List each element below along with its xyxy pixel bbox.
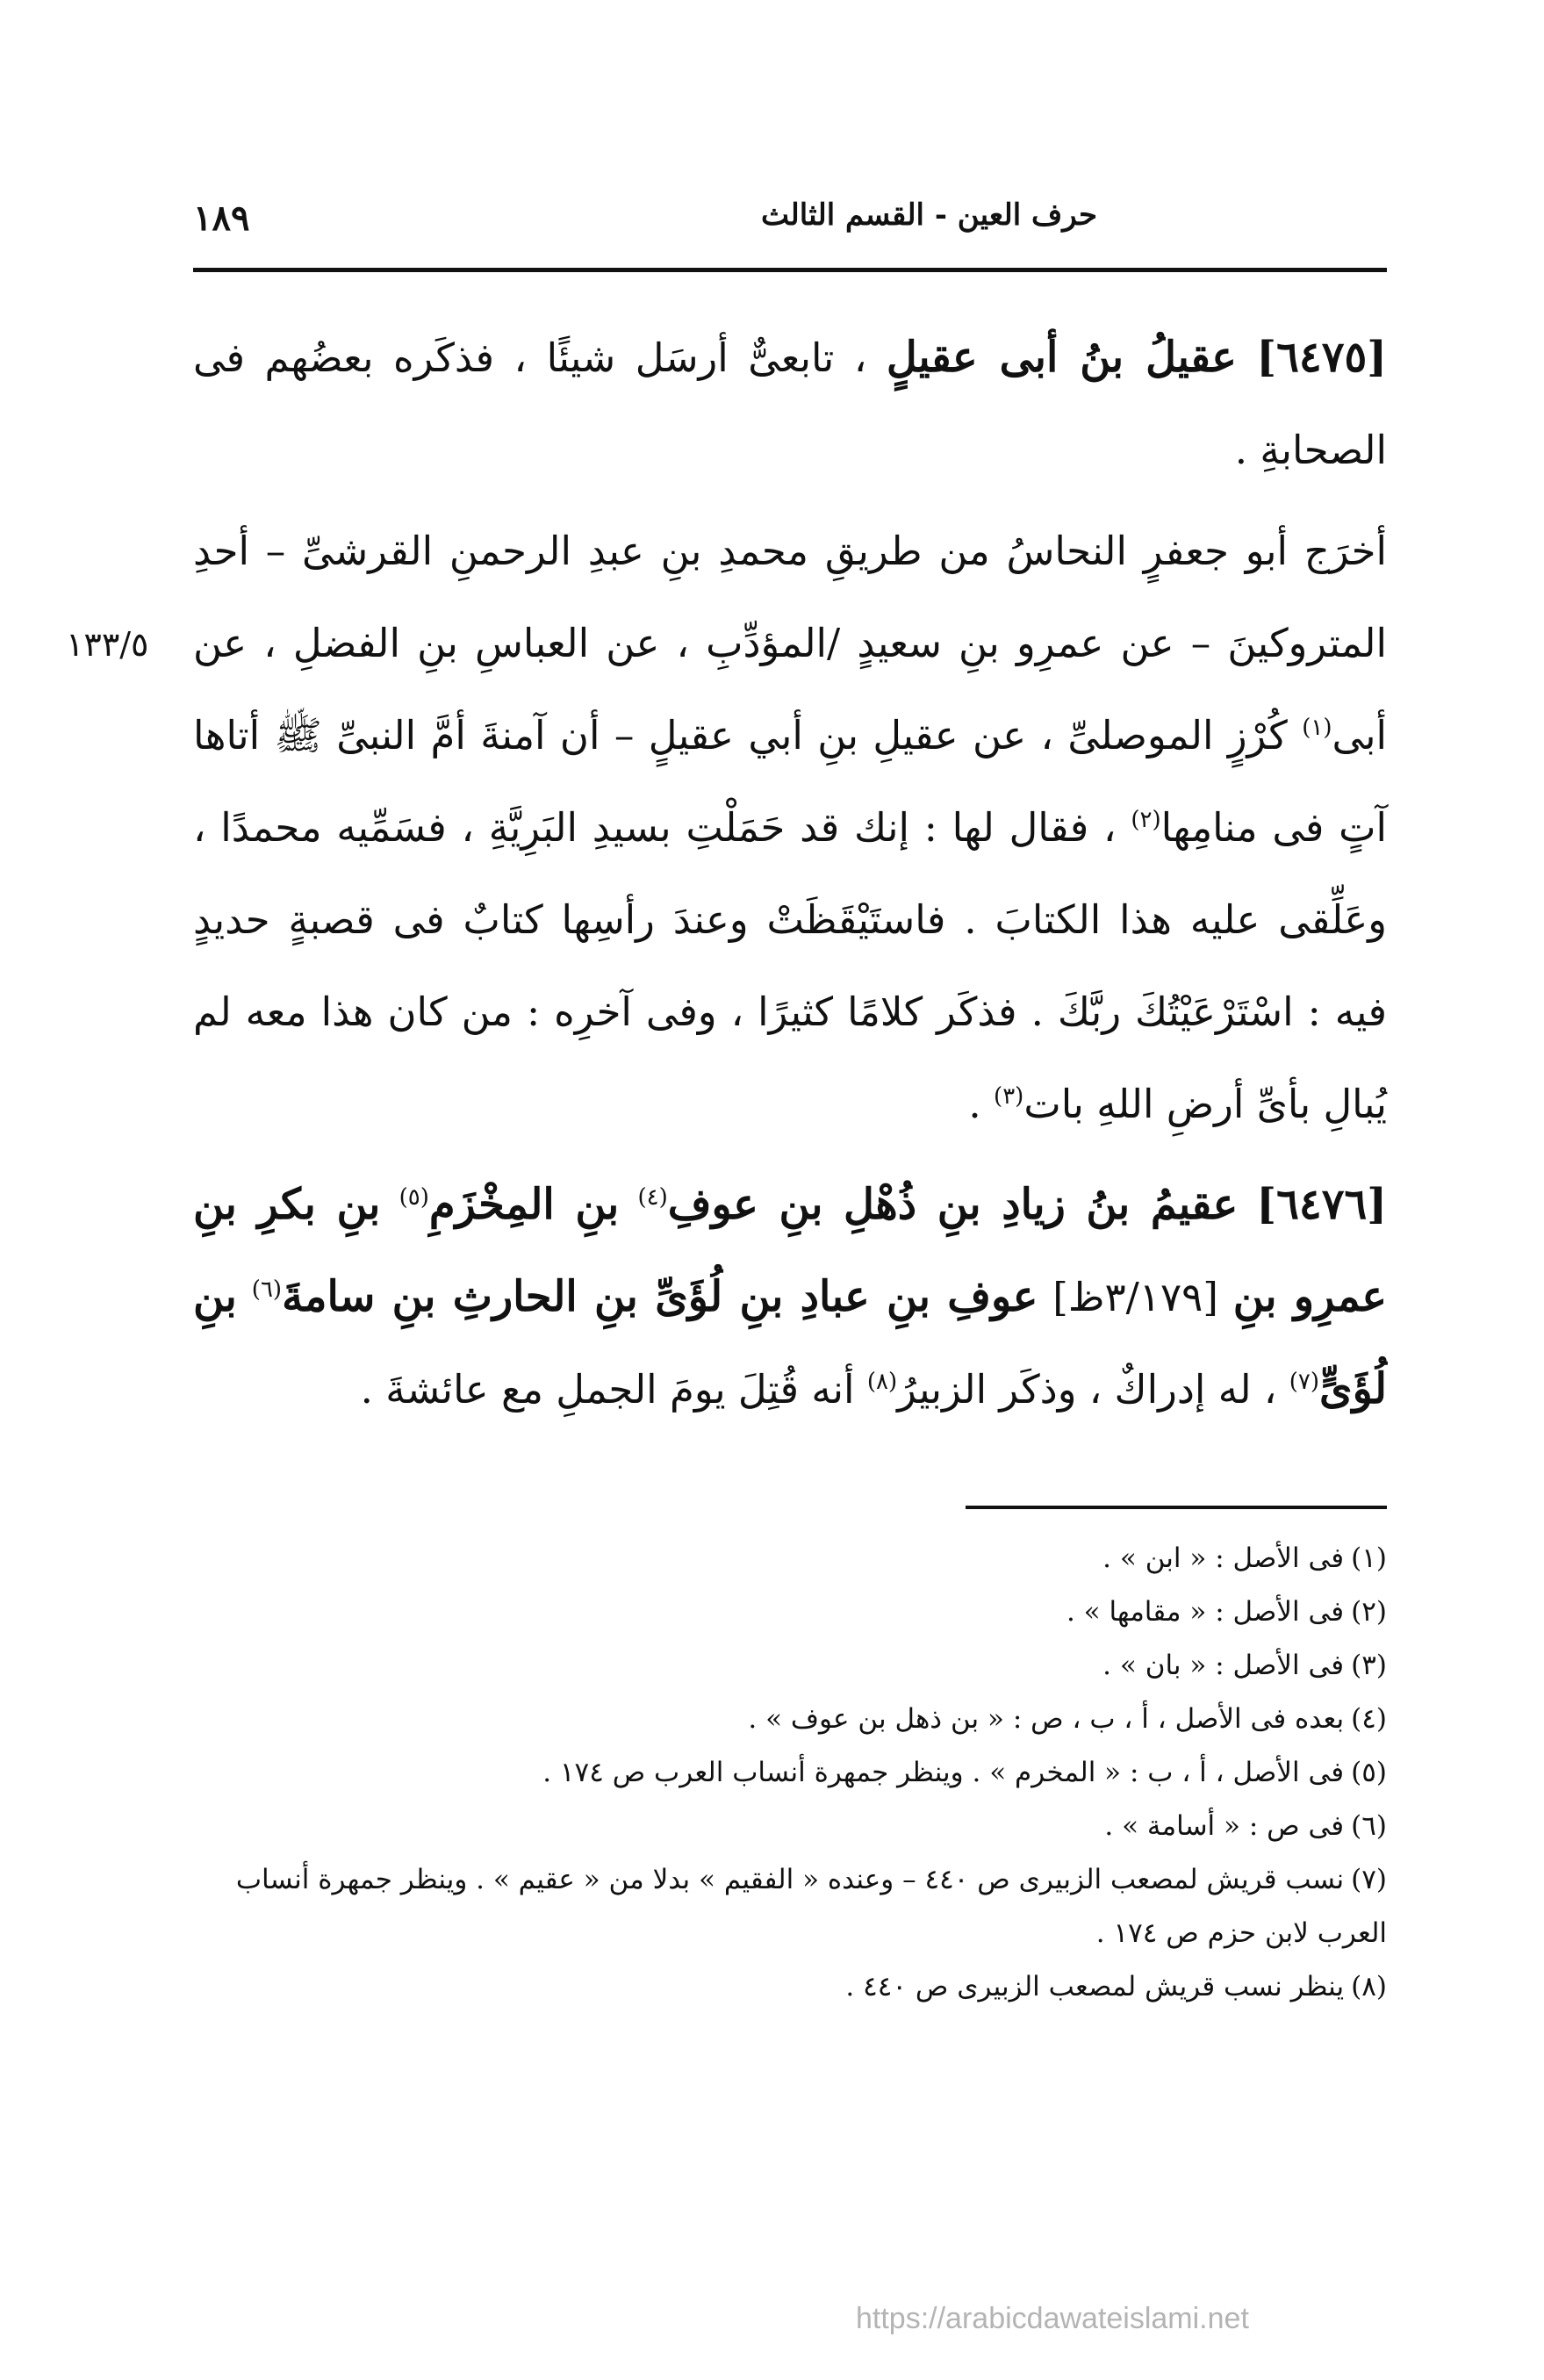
footnote: [193, 1532, 1387, 1585]
footnote-ref-6: (٦): [251, 1276, 283, 1303]
running-title: حرف العين - القسم الثالث: [761, 198, 1097, 233]
page-number: ١٨٩: [193, 198, 250, 239]
entry-name-b: بنِ المِخْزَمِ: [428, 1180, 620, 1229]
footnote-text: فى الأصل : « مقامها » .: [1066, 1596, 1345, 1628]
footnote: [193, 1800, 1387, 1853]
footnote-ref-8: (٨): [866, 1369, 898, 1395]
footnote-number: (٤): [1351, 1703, 1387, 1735]
footnote: [193, 1746, 1387, 1800]
footnote-ref-4: (٤): [637, 1184, 668, 1211]
entry-text-a: ، له إدراكٌ ، وذكَر الزبيرُ: [897, 1366, 1277, 1413]
entry-name: عقيلُ بنُ أبى عقيلٍ: [886, 333, 1237, 382]
margin-reference: ١٣٣/٥: [66, 625, 149, 664]
footnote-number: (٥): [1351, 1757, 1387, 1788]
footnote-text: ينظر نسب قريش لمصعب الزبيرى ص ٤٤٠ .: [845, 1971, 1345, 2003]
entry-number: [٦٤٧٦]: [1256, 1180, 1387, 1229]
entry-name-c: بنِ بكرِ بنِ عمرِو بنِ: [193, 1180, 1387, 1321]
footnotes: [193, 1532, 1387, 2014]
paragraph-text-1: أخرَج أبو جعفرٍ النحاسُ من طريقِ محمدِ بنِ عبدِ الرحمنِ القرشىِّ – أحدِ المتروكينَ – عن عمرِو بنِ سعيدٍ /المؤدِّبِ ، عن العباسِ بنِ الفضلِ ، عن أبى: [193, 528, 1388, 759]
footnote: [193, 1960, 1387, 2014]
entry-6476: [193, 1159, 1387, 1435]
footnote-ref-2: (٢): [1131, 807, 1161, 833]
footnote-ref-3: (٣): [994, 1083, 1024, 1110]
footnote-text: فى ص : « أسامة » .: [1104, 1810, 1345, 1842]
footnote-text: فى الأصل : « ابن » .: [1102, 1542, 1345, 1574]
footnote-text: بعده فى الأصل ، أ ، ب ، ص : « بن ذهل بن عوف » .: [748, 1703, 1345, 1735]
entry-text-b: أنه قُتِلَ يومَ الجملِ مع عائشةَ .: [360, 1366, 855, 1413]
footnote-text: فى الأصل ، أ ، ب : « المخرم » . وينظر جمهرة أنساب العرب ص ١٧٤ .: [542, 1757, 1345, 1788]
entry-name-e: بنِ لُؤَىٍّ: [193, 1272, 1387, 1413]
footnote-rule: [966, 1506, 1387, 1509]
header-rule: [193, 268, 1387, 272]
footnote-ref-1: (١): [1302, 715, 1332, 741]
footnote-number: (٧): [1351, 1864, 1387, 1895]
page-header: [193, 198, 1387, 250]
narration-paragraph: [193, 505, 1387, 1150]
entry-name-d: عوفِ بنِ عبادِ بنِ لُؤَىِّ بنِ الحارثِ بنِ سامةَ: [282, 1272, 1038, 1321]
entry-text: ، تابعىٌّ أرسَل شيئًا ، فذكَره بعضُهم فى الصحابةِ .: [193, 334, 1387, 473]
footnote-ref-5: (٥): [399, 1184, 429, 1211]
entry-name-a: عقيمُ بنُ زيادِ بنِ ذُهْلِ بنِ عوفِ: [667, 1180, 1239, 1229]
footnote: [193, 1585, 1387, 1639]
footnote: [193, 1639, 1387, 1693]
watermark-url: https://arabicdawateislami.net: [856, 2302, 1249, 2335]
paragraph-text-3: ، فقال لها : إنك قد حَمَلْتِ بسيدِ البَرِيَّةِ ، فسَمِّيه محمدًا ، وعَلِّقى عليه هذا الكتابَ . فاستَيْقَظَتْ وعندَ رأسِها كتابٌ فى قصبةٍ حديدٍ فيه : اسْتَرْعَيْتُكَ ربَّكَ . فذكَر كلامًا كثيرًا ، وفى آخرِه : من كان هذا معه لم يُبالِ بأىِّ أرضِ اللهِ بات: [193, 804, 1387, 1127]
footnote-text: فى الأصل : « بان » .: [1102, 1650, 1345, 1681]
footnote-number: (٨): [1351, 1971, 1387, 2003]
footnote-number: (٢): [1351, 1596, 1387, 1628]
entry-6475: [193, 312, 1387, 496]
footnote-number: (٣): [1351, 1650, 1387, 1681]
footnote-ref-7: (٧): [1289, 1369, 1319, 1395]
folio-marker: [٣/١٧٩ظ]: [1052, 1274, 1218, 1320]
paragraph-text-4: .: [968, 1081, 981, 1127]
footnote-text: نسب قريش لمصعب الزبيرى ص ٤٤٠ – وعنده « الفقيم » بدلا من « عقيم » . وينظر جمهرة أنساب العرب لابن حزم ص ١٧٤ .: [235, 1864, 1387, 1949]
paragraph-text-2: كُرْزٍ الموصلىِّ ، عن عقيلِ بنِ أبي عقيلٍ – أن آمنةَ أمَّ النبىِّ ﷺ أتاها آتٍ فى منامِها: [193, 712, 1387, 851]
footnote-number: (٦): [1351, 1810, 1387, 1842]
footnote: [193, 1693, 1387, 1746]
entry-number: [٦٤٧٥]: [1256, 333, 1387, 382]
main-text: [193, 312, 1387, 1444]
footnote-number: (١): [1351, 1542, 1387, 1574]
footnote: [193, 1853, 1387, 1960]
